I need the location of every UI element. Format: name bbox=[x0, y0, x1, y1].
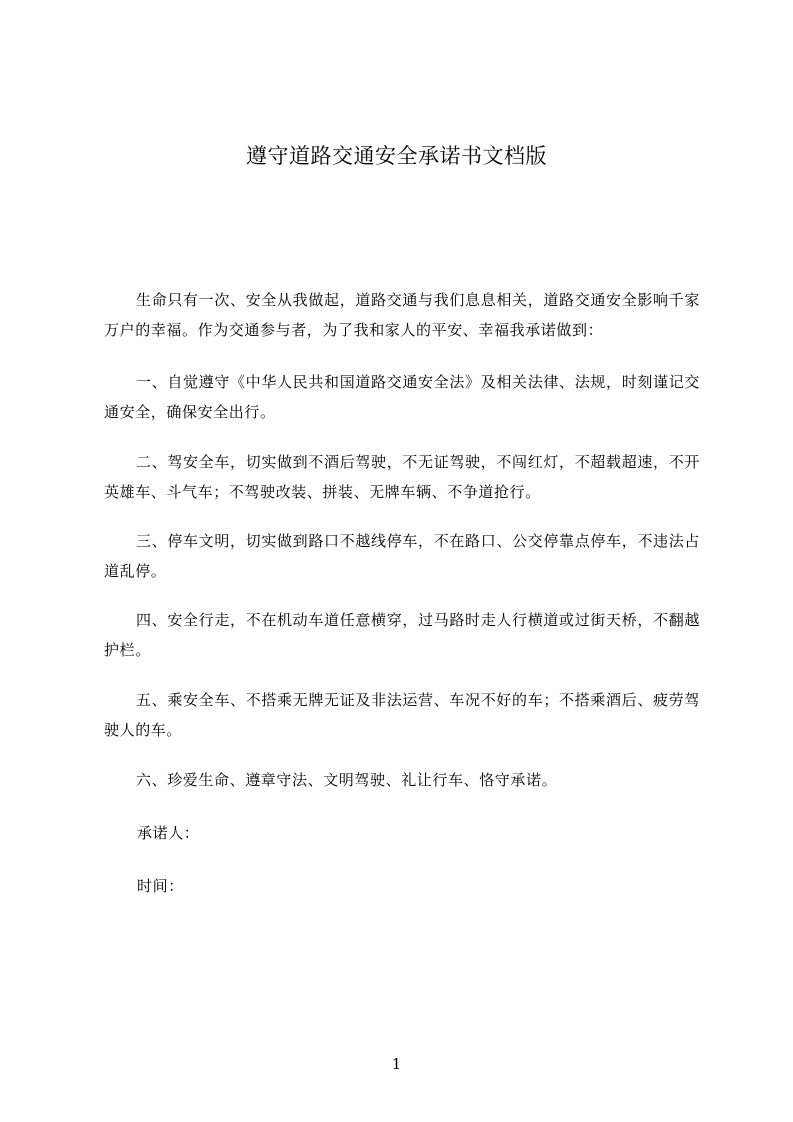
promisor-label: 承诺人： bbox=[137, 824, 200, 842]
promise-item-3: 三、停车文明，切实做到路口不越线停车，不在路口、公交停靠点停车，不违法占道乱停。 bbox=[104, 532, 700, 580]
document-title: 遵守道路交通安全承诺书文档版 bbox=[246, 144, 547, 168]
time-label: 时间： bbox=[137, 877, 184, 895]
intro-paragraph: 生命只有一次、安全从我做起，道路交通与我们息息相关，道路交通安全影响千家万户的幸福。作为交通参与者，为了我和家人的平安、幸福我承诺做到： bbox=[104, 291, 700, 339]
promise-item-2: 二、驾安全车，切实做到不酒后驾驶，不无证驾驶，不闯红灯，不超载超速，不开英雄车、斗气车；不驾驶改装、拼装、无牌车辆、不争道抢行。 bbox=[104, 453, 700, 501]
page-number: 1 bbox=[391, 1055, 402, 1073]
promise-item-1: 一、自觉遵守《中华人民共和国道路交通安全法》及相关法律、法规，时刻谨记交通安全，确保安全出行。 bbox=[104, 373, 700, 421]
promise-item-4: 四、安全行走，不在机动车道任意横穿，过马路时走人行横道或过街天桥，不翻越护栏。 bbox=[104, 611, 700, 659]
promise-item-5: 五、乘安全车、不搭乘无牌无证及非法运营、车况不好的车；不搭乘酒后、疲劳驾驶人的车。 bbox=[104, 691, 700, 739]
promise-item-6: 六、珍爱生命、遵章守法、文明驾驶、礼让行车、恪守承诺。 bbox=[136, 771, 558, 789]
